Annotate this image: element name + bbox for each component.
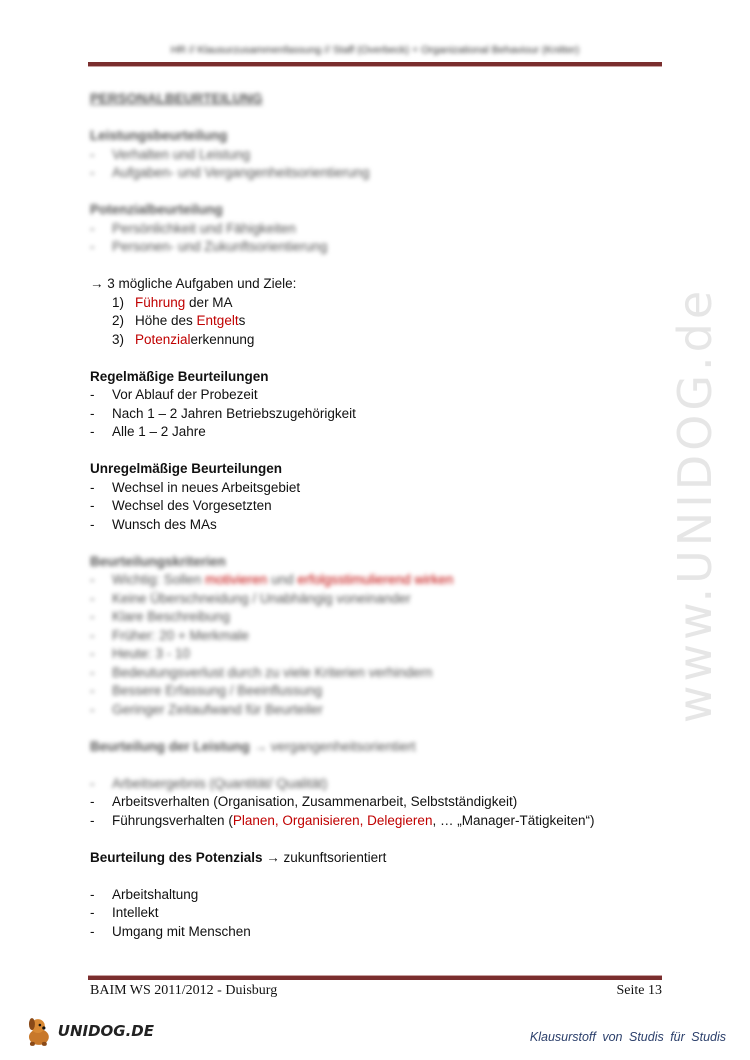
list-item: - Geringer Zeitaufwand für Beurteiler [90,701,670,720]
ziele-intro: → 3 mögliche Aufgaben und Ziele: [90,276,297,291]
list-item: - Intellekt [90,904,670,923]
dog-icon [24,1015,54,1047]
unregelmaessige-title: Unregelmäßige Beurteilungen [90,461,283,476]
footer-rule [88,975,662,980]
numbered-item: 3) Potenzialerkennung [112,331,255,347]
list-item: - Persönlichkeit und Fähigkeiten [90,220,670,239]
watermark-text: www.UNIDOG.de [668,286,722,724]
list-item: - Bessere Erfassung / Beeinflussung [90,682,670,701]
list-item: - Verhalten und Leistung [90,146,670,165]
leistungsbeurteilung-title: Leistungsbeurteilung [90,128,228,143]
list-item: - Wechsel des Vorgesetzten [90,497,670,516]
logo-text: UNIDOG.DE [57,1022,154,1040]
page-header: HR // Klausurzusammenfassung // Staff (Overbeck) + Organizational Behaviour (Knitter) [170,44,580,56]
list-item: - Wechsel in neues Arbeitsgebiet [90,479,670,498]
list-item: - Aufgaben- und Vergangenheitsorientierung [90,164,670,183]
beurteilung-potenzial-block [90,849,670,942]
list-item: - Früher: 20 + Merkmale [90,627,670,646]
header-rule [88,62,662,67]
kriterien-block [90,553,670,720]
leistungsbeurteilung-block [90,127,670,183]
list-item: - Wunsch des MAs [90,516,670,535]
ziele-block [90,275,670,349]
document-body [90,90,670,941]
list-item: - Nach 1 – 2 Jahren Betriebszugehörigkeit [90,405,670,424]
footer-course: BAIM WS 2011/2012 - Duisburg [90,983,278,998]
list-item: - Vor Ablauf der Probezeit [90,386,670,405]
regelmaessige-title: Regelmäßige Beurteilungen [90,368,269,384]
list-item: - Keine Überschneidung / Unabhängig voneinander [90,590,670,609]
tagline: Klausurstoff von Studis für Studis [529,1030,726,1044]
unregelmaessige-block [90,460,670,534]
list-item: - Arbeitshaltung [90,886,670,905]
list-item: - Heute: 3 - 10 [90,645,670,664]
potenzialbeurteilung-title: Potenzialbeurteilung [90,202,223,217]
list-item: - Klare Beschreibung [90,608,670,627]
list-item: - Personen- und Zukunftsorientierung [90,238,670,257]
footer-page-number: Seite 13 [616,983,662,998]
beurteilung-leistung-title: Beurteilung der Leistung → vergangenheitsorientiert [90,738,416,754]
numbered-item: 1) Führung der MA [112,294,233,310]
list-item: - Wichtig: Sollen motivieren und erfolgsstimulierend wirken [90,571,670,590]
list-item: - Alle 1 – 2 Jahre [90,423,670,442]
numbered-item: 2) Höhe des Entgelts [112,313,246,328]
list-item: - Umgang mit Menschen [90,923,670,942]
list-item: - Bedeutungsverlust durch zu viele Kriterien verhindern [90,664,670,683]
list-item: - Führungsverhalten (Planen, Organisieren, Delegieren, … „Manager-Tätigkeiten“) [90,812,670,831]
list-item: - Arbeitsergebnis (Quantität/ Qualität) [90,775,670,794]
beurteilung-leistung-block [90,738,670,831]
section-title: PERSONALBEURTEILUNG [90,91,263,106]
potenzialbeurteilung-block [90,201,670,257]
unidog-logo [24,1014,154,1048]
kriterien-title: Beurteilungskriterien [90,553,226,569]
list-item: - Arbeitsverhalten (Organisation, Zusammenarbeit, Selbstständigkeit) [90,793,670,812]
beurteilung-potenzial-title: Beurteilung des Potenzials → zukunftsorientiert [90,849,387,865]
regelmaessige-block [90,368,670,442]
